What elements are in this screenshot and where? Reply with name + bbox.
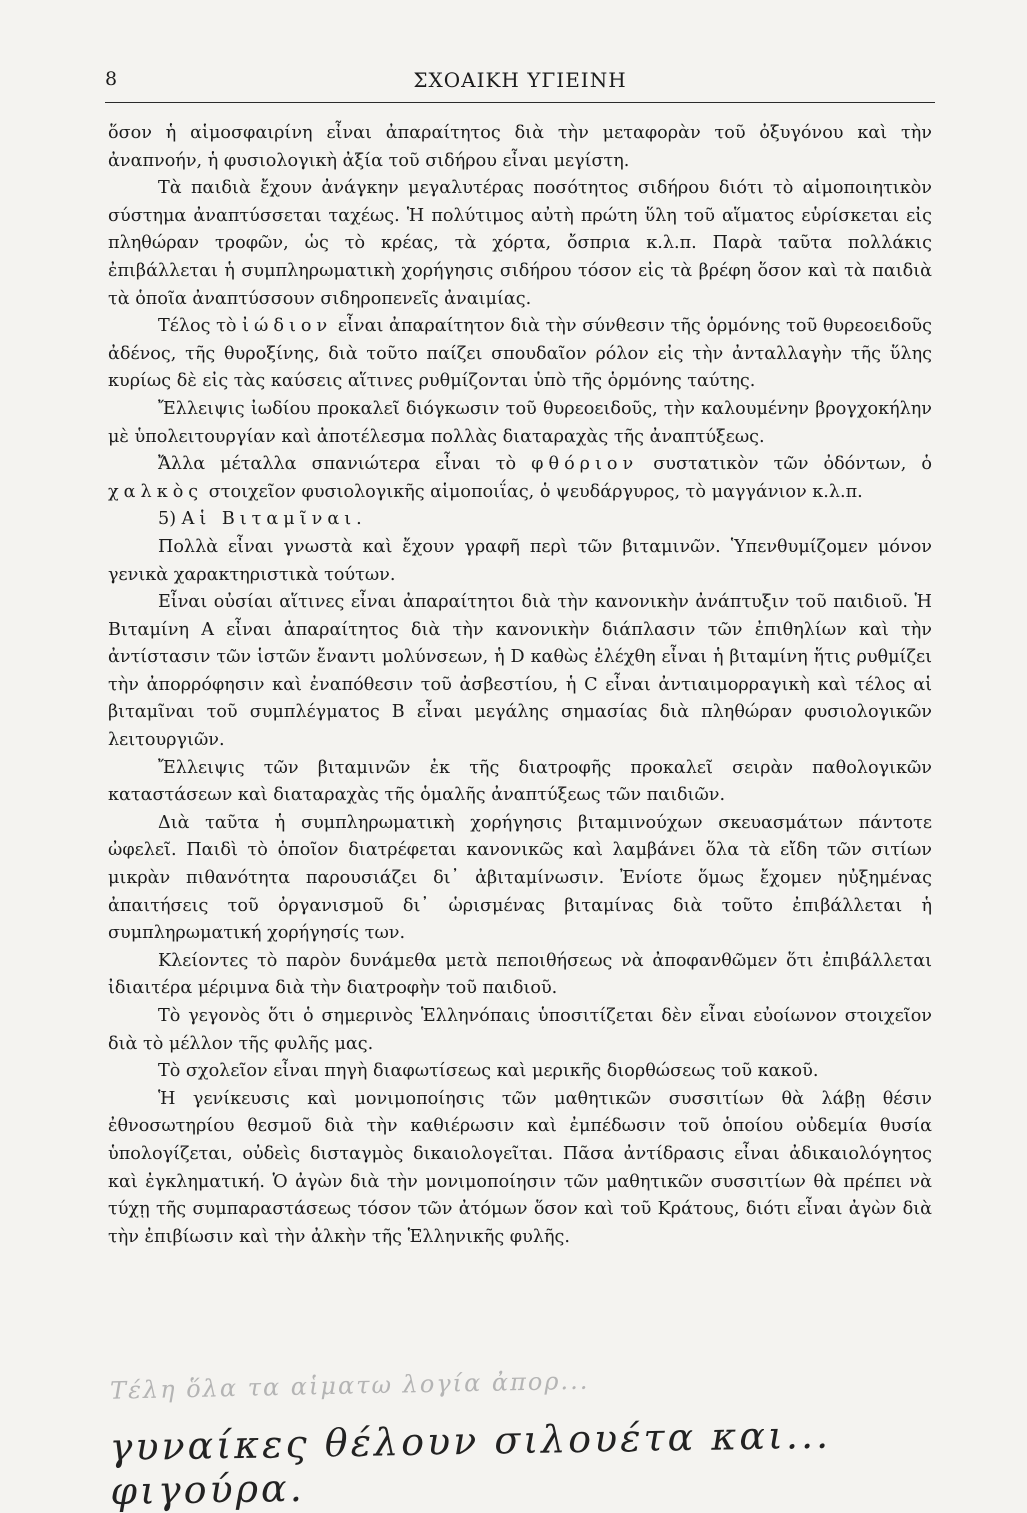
paragraph: ὅσον ἡ αἱμοσφαιρίνη εἶναι ἀπαραίτητος διὰ τὴν μεταφορὰν τοῦ ὀξυγόνου καὶ τὴν ἀναπνοήν, ἡ φυσιολογικὴ ἀξία τοῦ σιδήρου εἶναι μεγίστη. (108, 123, 932, 171)
paragraph: Ἡ γενίκευσις καὶ μονιμοποίησις τῶν μαθητικῶν συσσιτίων θὰ λάβῃ θέσιν ἐθνοσωτηρίου θεσμοῦ διὰ τὴν καθιέρωσιν καὶ ἐμπέδωσιν τοῦ ὁποίου οὐδεμία θυσία ὑπολογίζεται, οὐδεὶς δισταγμὸς δικαιολογεῖται. Πᾶσα ἀντίδρασις εἶναι ἀδικαιολόγητος καὶ ἐγκληματική. Ὁ ἀγὼν διὰ τὴν μονιμοποίησιν τῶν μαθητικῶν συσσιτίων θὰ πρέπει νὰ τύχῃ τῆς συμπαραστάσεως τόσον τῶν ἀτόμων ὅσον καὶ τοῦ Κράτους, διότι εἶναι ἀγὼν διὰ τὴν ἐπιβίωσιν καὶ τὴν ἀλκὴν τῆς Ἑλληνικῆς φυλῆς. (108, 1088, 932, 1247)
paragraph: Εἶναι οὐσίαι αἵτινες εἶναι ἀπαραίτητοι διὰ τὴν κανονικὴν ἀνάπτυξιν τοῦ παιδιοῦ. Ἡ Βιταμίνη Α εἶναι ἀπαραίτητος διὰ τὴν κανονικὴν διάπλασιν τῶν ἐπιθηλίων καὶ τὴν ἀντίστασιν τῶν ἱστῶν ἔναντι μολύνσεων, ἡ D καθὼς ἐλέχθη εἶναι ἡ βιταμίνη ἥτις ρυθμίζει τὴν ἀπορρόφησιν καὶ ἐναπόθεσιν τοῦ ἀσβεστίου, ἡ C εἶναι ἀντιαιμορραγικὴ καὶ τέλος αἱ βιταμῖναι τοῦ συμπλέγματος Β εἶναι μεγάλης σημασίας διὰ πληθώραν φυσιολογικῶν λειτουργιῶν. (108, 592, 932, 751)
heading-number: 5) (158, 509, 177, 530)
paragraph: Διὰ ταῦτα ἡ συμπληρωματικὴ χορήγησις βιταμινούχων σκευασμάτων πάντοτε ὠφελεῖ. Παιδὶ τὸ ὁποῖον διατρέφεται κανονικῶς καὶ λαμβάνει ὅλα τὰ εἴδη τῶν σιτίων μικρὰν πιθανότητα παρουσιάζει δι᾿ ἀβιταμίνωσιν. Ἐνίοτε ὅμως ἔχομεν ηὐξημένας ἀπαιτήσεις τοῦ ὀργανισμοῦ δι᾿ ὡρισμένας βιταμίνας διὰ τοῦτο ἐπιβάλλεται ἡ συμπληρωματική χορήγησίς των. (108, 812, 932, 944)
heading-title: Αἱ Βιταμῖναι. (181, 509, 367, 530)
running-title: ΣΧΟΑΙΚΗ ΥΓΙΕΙΝΗ (413, 68, 627, 92)
text-run: Τέλος τὸ (158, 316, 243, 337)
paragraph: Τὰ παιδιὰ ἔχουν ἀνάγκην μεγαλυτέρας ποσότητος σιδήρου διότι τὸ αἱμοποιητικὸν σύστημα ἀναπτύσσεται ταχέως. Ἡ πολύτιμος αὐτὴ πρώτη ὕλη τοῦ αἵματος εὑρίσκεται εἰς πληθώραν τροφῶν, ὡς τὸ κρέας, τὰ χόρτα, ὄσπρια κ.λ.π. Παρὰ ταῦτα πολλάκις ἐπιβάλλεται ἡ συμπληρωματικὴ χορήγησις σιδήρου τόσον εἰς τὰ βρέφη ὅσον καὶ τὰ παιδιὰ τὰ ὁποῖα ἀναπτύσσουν σιδηροπενεῖς ἀναιμίας. (108, 178, 932, 309)
paragraph: Πολλὰ εἶναι γνωστὰ καὶ ἔχουν γραφῆ περὶ τῶν βιταμινῶν. Ὑπενθυμίζομεν μόνον γενικὰ χαρακτηριστικὰ τούτων. (108, 536, 932, 585)
paragraph: Τὸ σχολεῖον εἶναι πηγὴ διαφωτίσεως καὶ μερικῆς διορθώσεως τοῦ κακοῦ. (158, 1061, 819, 1082)
paragraph (108, 313, 932, 396)
body-text (108, 120, 932, 1251)
page-number: 8 (105, 68, 118, 90)
text-run: εἶναι ἀπαραίτητον διὰ τὴν σύνθεσιν τῆς ὁρμόνης τοῦ θυρεοειδοῦς ἀδένος, τῆς θυροξίνης, διὰ τοῦτο παίζει σπουδαῖον ρόλον εἰς τὴν ἀνταλλαγὴν τῆς ὕλης κυρίως δὲ εἰς τὰς καύσεις αἵτινες ρυθμίζονται ὑπὸ τῆς ὁρμόνης ταύτης. (108, 316, 932, 392)
text-run: συστατικὸν τῶν ὀδόντων, ὁ (638, 454, 932, 475)
paragraph: Κλείοντες τὸ παρὸν δυνάμεθα μετὰ πεποιθήσεως νὰ ἀποφανθῶμεν ὅτι ἐπιβάλλεται ἰδιαιτέρα μέριμνα διὰ τὴν διατροφὴν τοῦ παιδιοῦ. (108, 950, 932, 999)
page-header (105, 64, 935, 103)
paragraph: Τὸ γεγονὸς ὅτι ὁ σημερινὸς Ἑλληνόπαις ὑποσιτίζεται δὲν εἶναι εὐοίωνον στοιχεῖον διὰ τὸ μέλλον τῆς φυλῆς μας. (108, 1006, 932, 1054)
spaced-term: χαλκὸς (108, 481, 204, 502)
text-run: στοιχεῖον φυσιολογικῆς αἱμοποιΐας, ὁ ψευδάργυρος, τὸ μαγγάνιον κ.λ.π. (203, 481, 863, 502)
spaced-term: φθόριον (531, 454, 639, 475)
text-run: Ἄλλα μέταλλα σπανιώτερα εἶναι τὸ (158, 454, 532, 475)
spaced-term: ἰώδιον (242, 316, 333, 337)
section-heading (108, 506, 932, 534)
handwritten-note-faint: Τέλη ὅλα τα αἱματω λογία ἀπορ... (109, 1366, 590, 1405)
paragraph (108, 451, 932, 506)
handwritten-note: γυναίκες θέλουν σιλουέτα και... φιγούρα. (109, 1412, 832, 1513)
paragraph: Ἔλλειψις τῶν βιταμινῶν ἐκ τῆς διατροφῆς προκαλεῖ σειρὰν παθολογικῶν καταστάσεων καὶ διαταραχὰς τῆς ὁμαλῆς ἀναπτύξεως τῶν παιδιῶν. (108, 757, 932, 806)
paragraph: Ἔλλειψις ἰωδίου προκαλεῖ διόγκωσιν τοῦ θυρεοειδοῦς, τὴν καλουμένην βρογχοκήλην μὲ ὑπολειτουργίαν καὶ ἀποτέλεσμα πολλὰς διαταραχὰς τῆς ἀναπτύξεως. (108, 398, 932, 447)
